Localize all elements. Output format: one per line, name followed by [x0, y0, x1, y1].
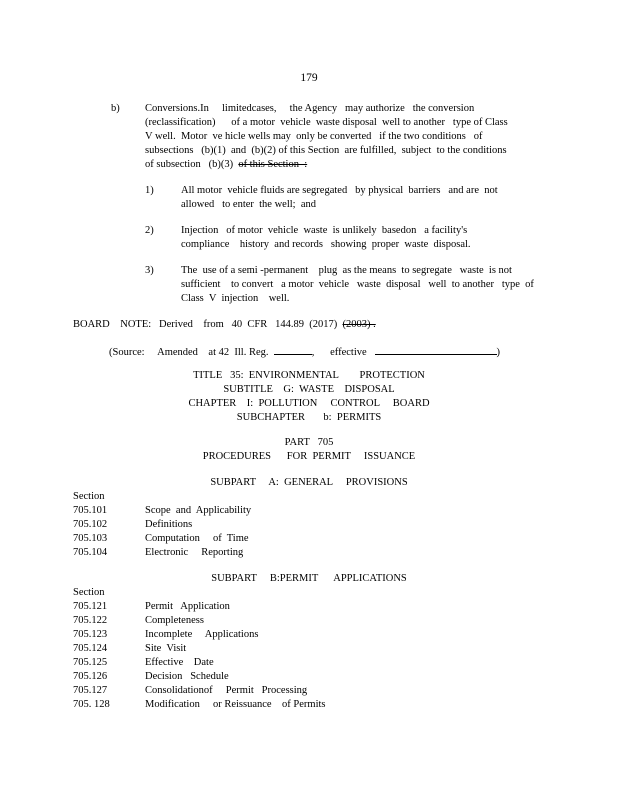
- subpart-a-title: SUBPART A: GENERAL PROVISIONS: [210, 477, 408, 488]
- item-line: Injection of motor vehicle waste is unlikely basedon a facility's: [181, 225, 468, 236]
- toc-row: [73, 656, 214, 670]
- board-note: [73, 318, 376, 332]
- toc-number: 705.104: [73, 547, 108, 558]
- section-b-line: Conversions.In limitedcases, the Agency may authorize the conversion: [145, 103, 475, 114]
- part-heading: PART 705: [284, 437, 334, 448]
- toc-title: Scope and Applicability: [145, 505, 252, 516]
- toc-number: 705.123: [73, 629, 108, 640]
- struck-text: (2003) .: [342, 319, 376, 330]
- toc-number: 705.121: [73, 601, 108, 612]
- subchapter-heading: SUBCHAPTER b: PERMITS: [236, 412, 382, 423]
- toc-number: 705. 128: [73, 699, 110, 710]
- section-b-line-last-prefix: of subsection (b)(3): [145, 159, 234, 170]
- toc-title: Decision Schedule: [145, 671, 229, 682]
- toc-title: Computation of Time: [145, 533, 249, 544]
- toc-title: Electronic Reporting: [145, 547, 244, 558]
- toc-row: [73, 642, 186, 656]
- part-title-heading: PROCEDURES FOR PERMIT ISSUANCE: [202, 451, 416, 462]
- toc-row: [73, 684, 307, 698]
- page-number: 179: [300, 72, 318, 84]
- item-line: sufficient to convert a motor vehicle waste disposal well to another type of: [181, 279, 534, 290]
- toc-title: Modification or Reissuance of Permits: [145, 699, 326, 710]
- toc-number: 705.124: [73, 643, 108, 654]
- item-line: compliance history and records showing proper waste disposal.: [181, 239, 471, 250]
- toc-row: [73, 518, 192, 532]
- section-b-label: b): [111, 103, 120, 114]
- toc-title: Consolidationof Permit Processing: [145, 685, 308, 696]
- item-line: Class V injection well.: [181, 293, 290, 304]
- item-line: All motor vehicle fluids are segregated by physical barriers and are not: [181, 185, 498, 196]
- toc-title: Completeness: [145, 615, 204, 626]
- source-prefix: (Source: Amended at 42 Ill. Reg.: [109, 347, 269, 358]
- item-line: The use of a semi -permanent plug as the means to segregate waste is not: [181, 265, 512, 276]
- toc-number: 705.103: [73, 533, 108, 544]
- subtitle-heading: SUBTITLE G: WASTE DISPOSAL: [223, 384, 395, 395]
- toc-row: [73, 546, 243, 560]
- toc-title: Incomplete Applications: [145, 629, 259, 640]
- toc-title: Effective Date: [145, 657, 214, 668]
- toc-row: [73, 504, 251, 518]
- chapter-heading: CHAPTER I: POLLUTION CONTROL BOARD: [188, 398, 430, 409]
- source-suffix: ): [496, 347, 501, 358]
- source-middle: , effective: [311, 347, 367, 358]
- section-b-line: (reclassification) of a motor vehicle waste disposal well to another type of Class: [145, 117, 508, 128]
- toc-number: 705.126: [73, 671, 108, 682]
- section-b-line: V well. Motor ve hicle wells may only be converted if the two conditions of: [145, 131, 483, 142]
- section-b-line-last: [145, 158, 307, 172]
- toc-number: 705.122: [73, 615, 108, 626]
- toc-number: 705.127: [73, 685, 108, 696]
- subpart-b-title: SUBPART B:PERMIT APPLICATIONS: [211, 573, 407, 584]
- toc-row: [73, 600, 230, 614]
- blank-line: [375, 344, 497, 355]
- item-label: 2): [145, 225, 154, 236]
- toc-row: [73, 670, 229, 684]
- toc-row: [73, 614, 204, 628]
- board-note-text: BOARD NOTE: Derived from 40 CFR 144.89 (2017): [73, 319, 338, 330]
- toc-row: [73, 628, 258, 642]
- section-label: Section: [73, 587, 105, 598]
- toc-title: Permit Application: [145, 601, 230, 612]
- toc-row: [73, 532, 249, 546]
- toc-number: 705.102: [73, 519, 108, 530]
- toc-number: 705.125: [73, 657, 108, 668]
- title-heading: TITLE 35: ENVIRONMENTAL PROTECTION: [193, 370, 425, 381]
- item-label: 3): [145, 265, 154, 276]
- toc-title: Definitions: [145, 519, 193, 530]
- item-line: allowed to enter the well; and: [181, 199, 316, 210]
- section-b-line: subsections (b)(1) and (b)(2) of this Section are fulfilled, subject to the conditions: [145, 145, 507, 156]
- toc-number: 705.101: [73, 505, 108, 516]
- struck-text: of this Section :: [238, 159, 308, 170]
- toc-row: [73, 698, 326, 712]
- section-label: Section: [73, 491, 105, 502]
- source-line: [109, 344, 500, 360]
- blank-line: [274, 344, 312, 355]
- item-label: 1): [145, 185, 154, 196]
- toc-title: Site Visit: [145, 643, 187, 654]
